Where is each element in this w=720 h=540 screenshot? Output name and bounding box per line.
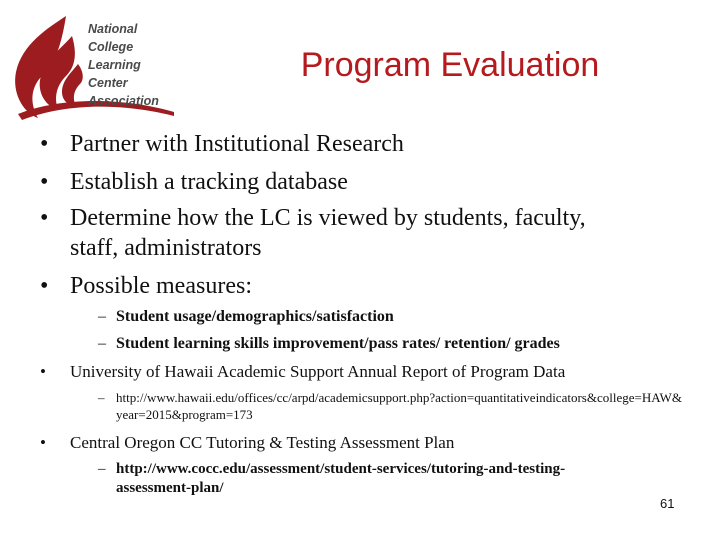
sub-bullet-text: Student usage/demographics/satisfaction: [116, 308, 394, 325]
dash-icon: –: [98, 308, 106, 325]
logo-line: Association: [88, 94, 159, 108]
dash-icon: –: [98, 335, 106, 352]
bullet-icon: •: [40, 205, 49, 231]
bullet-icon: •: [40, 169, 49, 195]
bullet-icon: •: [40, 433, 46, 452]
logo-text: [88, 20, 159, 110]
bullet-text: Possible measures:: [70, 273, 252, 299]
logo-line: College: [88, 40, 134, 54]
logo-line: Learning: [88, 58, 141, 72]
bullet-text: staff, administrators: [70, 235, 262, 261]
ncla-logo: [8, 14, 180, 124]
bullet-text: University of Hawaii Academic Support Annual Report of Program Data: [70, 362, 566, 381]
dash-icon: –: [98, 461, 106, 477]
hawaii-url-link[interactable]: http://www.hawaii.edu/offices/cc/arpd/academicsupport.php?action=quantitativeindicators&college=HAW&year=2015&program=173: [116, 390, 682, 422]
bullet-text: Central Oregon CC Tutoring & Testing Assessment Plan: [70, 433, 455, 452]
bullet-icon: •: [40, 362, 46, 381]
page-number: 61: [660, 496, 675, 511]
bullet-text: Partner with Institutional Research: [70, 131, 404, 157]
bullet-text: Determine how the LC is viewed by students, faculty,: [70, 205, 586, 231]
bullet-icon: •: [40, 273, 49, 299]
bullet-icon: •: [40, 131, 49, 157]
slide-title: Program Evaluation: [300, 46, 600, 84]
bullet-text: Establish a tracking database: [70, 169, 348, 195]
logo-line: National: [88, 22, 138, 36]
dash-icon: –: [98, 390, 105, 405]
logo-line: Center: [88, 76, 128, 90]
sub-bullet-text: Student learning skills improvement/pass rates/ retention/ grades: [116, 335, 560, 352]
cocc-url-link[interactable]: http://www.cocc.edu/assessment/student-services/tutoring-and-testing-assessment-plan/: [116, 461, 566, 496]
